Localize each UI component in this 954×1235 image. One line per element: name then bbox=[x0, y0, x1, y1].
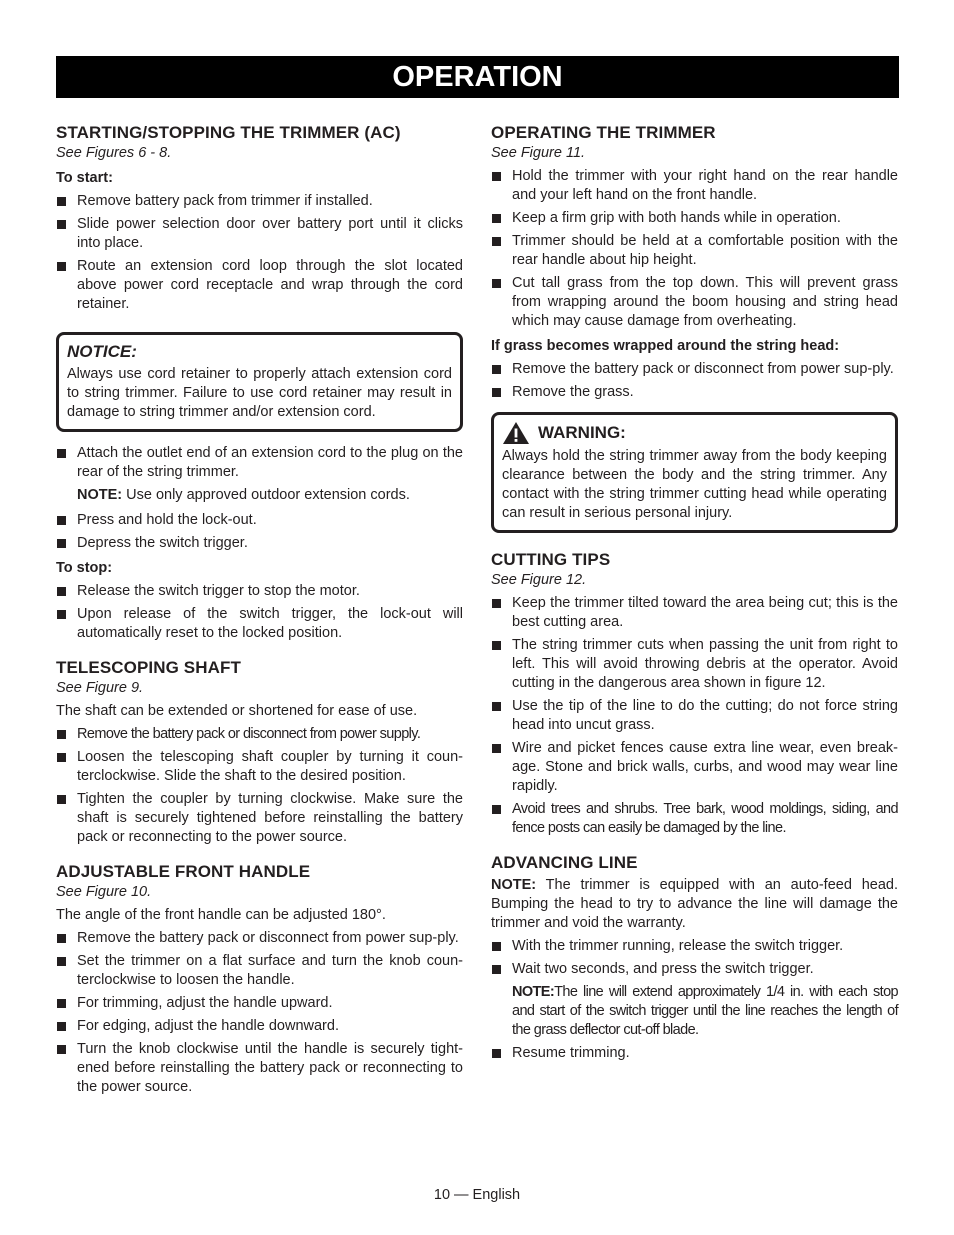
left-column bbox=[56, 122, 463, 1097]
warning-title: WARNING: bbox=[538, 423, 626, 442]
list-item: Use the tip of the line to do the cutting; do not force string head into uncut grass. bbox=[491, 697, 898, 735]
section-heading: OPERATING THE TRIMMER bbox=[491, 123, 716, 142]
to-start-label: To start: bbox=[56, 170, 113, 186]
figure-reference: See Figures 6 - 8. bbox=[56, 145, 172, 161]
section-operating-trimmer bbox=[491, 122, 898, 533]
section-cutting-tips bbox=[491, 549, 898, 838]
list-item: Remove the battery pack or disconnect from power sup-ply. bbox=[56, 929, 463, 948]
list-item: Set the trimmer on a flat surface and turn the knob coun-terclockwise to loosen the handle. bbox=[56, 952, 463, 990]
list-item: Hold the trimmer with your right hand on the rear handle and your left hand on the front handle. bbox=[491, 167, 898, 205]
section-heading: ADVANCING LINE bbox=[491, 853, 638, 872]
list-item: For edging, adjust the handle downward. bbox=[56, 1017, 463, 1036]
list-item: Route an extension cord loop through the slot located above power cord receptacle and wrap through the cord retainer. bbox=[56, 257, 463, 314]
figure-reference: See Figure 12. bbox=[491, 572, 587, 588]
wrapped-grass-subheading: If grass becomes wrapped around the string head: bbox=[491, 338, 840, 354]
list-item: Turn the knob clockwise until the handle is securely tight-ened before reinstalling the battery pack or reconnecting to the power source. bbox=[56, 1040, 463, 1097]
section-heading: CUTTING TIPS bbox=[491, 550, 611, 569]
note-text: The trimmer is equipped with an auto-feed head. Bumping the head to try to advance the line will damage the trimmer and void the warranty. bbox=[491, 877, 898, 931]
list-item: Slide power selection door over battery port until it clicks into place. bbox=[56, 215, 463, 253]
list-item: Remove battery pack from trimmer if installed. bbox=[56, 192, 463, 211]
section-telescoping-shaft bbox=[56, 657, 463, 847]
bullet-list bbox=[56, 929, 463, 1097]
figure-reference: See Figure 9. bbox=[56, 680, 144, 696]
bullet-list bbox=[56, 725, 463, 847]
figure-reference: See Figure 11. bbox=[491, 145, 586, 161]
list-item: With the trimmer running, release the switch trigger. bbox=[491, 937, 898, 956]
list-item: Trimmer should be held at a comfortable position with the rear handle about hip height. bbox=[491, 232, 898, 270]
page-footer: 10 — English bbox=[433, 1187, 521, 1203]
intro-paragraph: The angle of the front handle can be adjusted 180°. bbox=[56, 907, 386, 923]
list-item: The string trimmer cuts when passing the unit from right to left. This will avoid throwing debris at the operator. Avoid cutting in the dangerous area shown in figure 12. bbox=[491, 636, 898, 693]
note-paragraph bbox=[512, 983, 898, 1040]
right-column bbox=[491, 122, 898, 1063]
note-paragraph bbox=[491, 876, 898, 933]
bullet-list bbox=[491, 937, 898, 979]
to-stop-label: To stop: bbox=[56, 560, 113, 576]
intro-paragraph: The shaft can be extended or shortened for ease of use. bbox=[56, 703, 418, 719]
section-adjustable-front-handle bbox=[56, 861, 463, 1097]
section-advancing-line bbox=[491, 852, 898, 1063]
list-item: Resume trimming. bbox=[491, 1044, 898, 1063]
warning-triangle-icon bbox=[502, 421, 530, 445]
list-item: For trimming, adjust the handle upward. bbox=[56, 994, 463, 1013]
list-item: Remove the battery pack or disconnect from power sup-ply. bbox=[491, 360, 898, 379]
list-item: Cut tall grass from the top down. This will prevent grass from wrapping around the boom housing and string head which may cause damage from overheating. bbox=[491, 274, 898, 331]
list-item: Loosen the telescoping shaft coupler by turning it coun-terclockwise. Slide the shaft to the desired position. bbox=[56, 748, 463, 786]
bullet-list bbox=[491, 360, 898, 402]
list-item: Keep a firm grip with both hands while in operation. bbox=[491, 209, 898, 228]
bullet-list bbox=[56, 192, 463, 314]
bullet-list bbox=[491, 167, 898, 331]
bullet-list bbox=[56, 444, 463, 482]
list-item: Upon release of the switch trigger, the lock-out will automatically reset to the locked position. bbox=[56, 605, 463, 643]
list-item: Remove the battery pack or disconnect from power supply. bbox=[56, 725, 463, 744]
note-label: NOTE: bbox=[512, 984, 555, 1000]
list-item: Avoid trees and shrubs. Tree bark, wood moldings, siding, and fence posts can easily be damaged by the line. bbox=[491, 800, 898, 838]
bullet-list bbox=[56, 582, 463, 643]
warning-text: Always hold the string trimmer away from the body keeping clearance between the body and the string trimmer. Any contact with the string trimmer cutting head while operating can result in serious personal injury. bbox=[502, 448, 887, 521]
section-heading: TELESCOPING SHAFT bbox=[56, 658, 241, 677]
list-item: Remove the grass. bbox=[491, 383, 898, 402]
list-item: Keep the trimmer tilted toward the area being cut; this is the best cutting area. bbox=[491, 594, 898, 632]
warning-box bbox=[491, 412, 898, 533]
notice-box bbox=[56, 332, 463, 432]
bullet-list bbox=[491, 594, 898, 838]
bullet-list bbox=[56, 511, 463, 553]
bullet-list bbox=[491, 1044, 898, 1063]
note-text: Use only approved outdoor extension cords. bbox=[126, 487, 410, 503]
note-label: NOTE: bbox=[77, 487, 123, 503]
section-heading: ADJUSTABLE FRONT HANDLE bbox=[56, 862, 311, 881]
list-item: Depress the switch trigger. bbox=[56, 534, 463, 553]
note-paragraph bbox=[77, 486, 463, 505]
page-banner-title: OPERATION bbox=[56, 56, 899, 98]
list-item: Press and hold the lock-out. bbox=[56, 511, 463, 530]
figure-reference: See Figure 10. bbox=[56, 884, 152, 900]
note-label: NOTE: bbox=[491, 877, 537, 893]
list-item: Tighten the coupler by turning clockwise. Make sure the shaft is securely tightened before reinstalling the battery pack or reconnecting to the power source. bbox=[56, 790, 463, 847]
notice-title: NOTICE: bbox=[67, 342, 137, 361]
list-item: Wire and picket fences cause extra line wear, even break-age. Stone and brick walls, curbs, and wood may wear line rapidly. bbox=[491, 739, 898, 796]
list-item: Wait two seconds, and press the switch trigger. bbox=[491, 960, 898, 979]
warning-header bbox=[502, 421, 887, 445]
note-text: The line will extend approximately 1/4 in. with each stop and start of the switch trigger until the line reaches the length of the grass deflector cut-off blade. bbox=[512, 984, 898, 1038]
section-starting-stopping bbox=[56, 122, 463, 643]
list-item: Release the switch trigger to stop the motor. bbox=[56, 582, 463, 601]
section-heading: STARTING/STOPPING THE TRIMMER (AC) bbox=[56, 123, 401, 142]
list-item: Attach the outlet end of an extension cord to the plug on the rear of the string trimmer. bbox=[56, 444, 463, 482]
notice-text: Always use cord retainer to properly attach extension cord to string trimmer. Failure to use cord retainer may result in damage to string trimmer and/or extension cord. bbox=[67, 366, 452, 420]
